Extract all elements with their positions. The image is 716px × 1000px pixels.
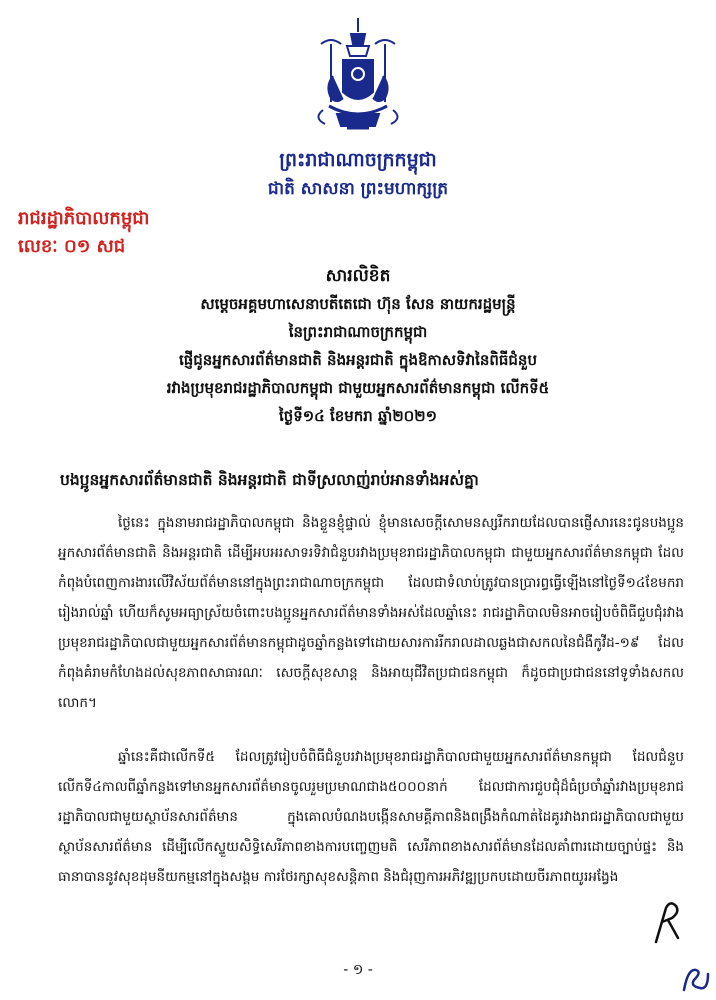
- government-name: រាជរដ្ឋាភិបាលកម្ពុជា: [18, 208, 150, 229]
- title-date: ថ្ងៃទី១៤ ខែមករា ឆ្នាំ២០២១: [278, 407, 438, 425]
- handwritten-initial-icon: [650, 898, 684, 946]
- page-number: - ១ -: [343, 962, 373, 978]
- corner-initial-icon: [680, 960, 712, 996]
- letter-title-block: [0, 262, 716, 430]
- kingdom-name: ព្រះរាជាណាចក្រកម្ពុជា: [279, 149, 437, 171]
- national-motto: ជាតិ សាសនា ព្រះមហាក្សត្រ: [267, 179, 449, 199]
- title-line-2: នៃព្រះរាជាណាចក្រកម្ពុជា: [288, 323, 428, 341]
- body-paragraph-1: ថ្ងៃនេះ ក្នុងនាមរាជរដ្ឋាភិបាលកម្ពុជា និងខ្លួនខ្ញុំផ្ទាល់ ខ្ញុំមានសេចក្តីសោមនស្សរីករាយដែលបានផ្ញើសារនេះជូនបងប្អូនអ្នកសារព័ត៌មានជាតិ និងអន្តរជាតិ ដើម្បីអបអរសាទរទិវាជំនួបរវាងប្រមុខរាជរដ្ឋាភិបាលកម្ពុជា ជាមួយអ្នកសារព័ត៌មានកម្ពុជា ដែលកំពុងបំពេញការងារលើវិស័យព័ត៌មាននៅក្នុងព្រះរាជាណាចក្រកម្ពុជា ដែលជាទំលាប់ត្រូវបានប្រារព្ធធ្វើឡើងនៅថ្ងៃទី១៤ខែមករារៀងរាល់ឆ្នាំ ហើយក៏សូមអធ្យាស្រ័យចំពោះបងប្អូនអ្នកសារព័ត៌មានទាំងអស់ដែលឆ្នាំនេះ រាជរដ្ឋាភិបាលមិនអាចរៀបចំពិធីជួបជុំរវាងប្រមុខរាជរដ្ឋាភិបាលជាមួយអ្នកសារព័ត៌មានកម្ពុជាដូចឆ្នាំកន្លងទៅដោយសារការរីករាលដាលឆ្លងជាសកលនៃជំងឺកូវីដ-១៩ ដែលកំពុងគំរាមកំហែងដល់សុខភាពសាធារណៈ សេចក្តីសុខសាន្ត និងអាយុជីវិតប្រជាជនកម្ពុជា ក៏ដូចជាប្រជាជននៅទូទាំងសកលលោក។: [58, 515, 684, 711]
- title-line-3: ផ្ញើជូនអ្នកសារព័ត៌មានជាតិ និងអន្តរជាតិ ក្នុងឱកាសទិវានៃពិធីជំនួប: [179, 351, 537, 369]
- title-line-1: សម្តេចអគ្គមហាសេនាបតីតេជោ ហ៊ុន សែន នាយករដ្ឋមន្ត្រី: [200, 295, 516, 313]
- salutation: បងប្អូនអ្នកសារព័ត៌មានជាតិ និងអន្តរជាតិ ជាទីស្រលាញ់រាប់អានទាំងអស់គ្នា: [60, 471, 479, 489]
- document-type: សារលិខិត: [325, 266, 391, 286]
- royal-coat-of-arms-icon: [303, 14, 413, 140]
- title-line-4: រវាងប្រមុខរាជរដ្ឋាភិបាលកម្ពុជា ជាមួយអ្នកសារព័ត៌មានកម្ពុជា លើកទី៥: [166, 379, 550, 397]
- reference-number: លេខៈ ០១ សជ: [18, 236, 126, 257]
- body-paragraph-2: ឆ្នាំនេះគឺជាលើកទី៥ ដែលត្រូវរៀបចំពិធីជំនួបរវាងប្រមុខរាជរដ្ឋាភិបាលជាមួយអ្នកសារព័ត៌មានកម្ពុជា ដែលជំនួបលើកទី៤កាលពីឆ្នាំកន្លងទៅមានអ្នកសារព័ត៌មានចូលរួមប្រមាណជាង៥០០០នាក់ ដែលជាការជួបជុំដ៏ធំប្រចាំឆ្នាំរវាងប្រមុខរាជរដ្ឋាភិបាលជាមួយស្ថាប័នសារព័ត៌មាន ក្នុងគោលបំណងបង្កើនសាមគ្គីភាពនិងពង្រឹងកំណាត់ដៃគូរវាងរាជរដ្ឋាភិបាលជាមួយស្ថាប័នសារព័ត៌មាន ដើម្បីលើកស្ទួយសិទ្ធិសេរីភាពខាងការបញ្ចេញមតិ សេរីភាពខាងសារព័ត៌មានដែលគាំពារដោយច្បាប់ផ្ទះ និងធានាបាននូវសុខដុមនីយកម្មនៅក្នុងសង្គម ការថែរក្សាសុខសន្តិភាព និងជំរុញការអភិវឌ្ឍប្រកបដោយចីរភាពយូរអង្វែង: [58, 749, 684, 885]
